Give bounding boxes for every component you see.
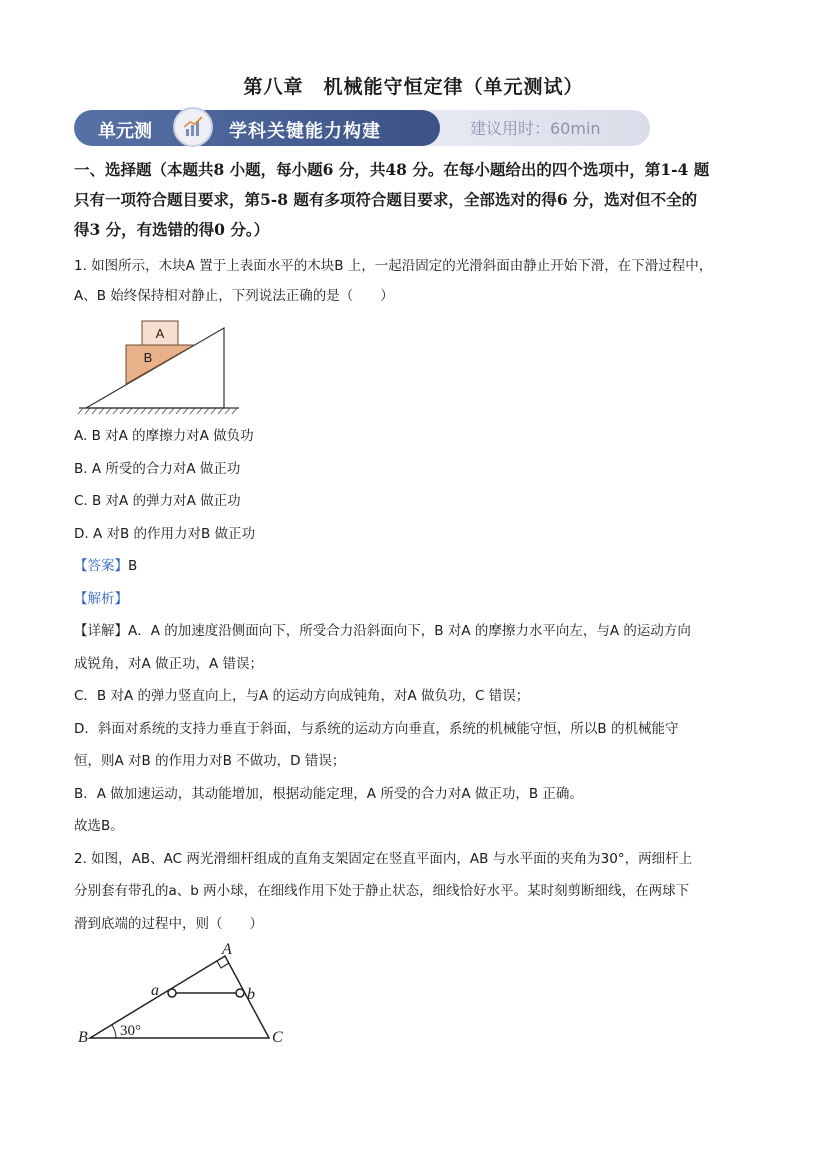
q2-stem-line-1: 2. 如图，AB、AC 两光滑细杆组成的直角支架固定在竖直平面内，AB 与水平面的夹角为30°，两细杆上: [74, 851, 693, 867]
chart-icon: [173, 107, 213, 147]
vertex-b-label: B: [78, 1029, 88, 1046]
q1-detail-line-3: C．B 对A 的弹力竖直向上，与A 的运动方向成钝角，对A 做负功，C 错误；: [74, 688, 530, 704]
vertex-c-label: C: [272, 1029, 283, 1046]
q1-stem-line-2: A、B 始终保持相对静止，下列说法正确的是（ ）: [74, 288, 394, 304]
analysis-tag: 【解析】: [74, 591, 128, 607]
ball-b: [236, 989, 244, 997]
q1-stem-line-1: 1. 如图所示，木块A 置于上表面水平的木块B 上，一起沿固定的光滑斜面由静止开始下滑，在下滑过程中，: [74, 258, 713, 274]
q1-option-b: B. A 所受的合力对A 做正功: [74, 461, 241, 477]
angle-arc: [112, 1025, 116, 1038]
chart-icon-svg: [175, 109, 211, 145]
q2-figure-triangle: [74, 942, 294, 1052]
q1-detail-line-2: 成锐角，对A 做正功，A 错误；: [74, 656, 264, 672]
vertex-a-label: A: [222, 942, 232, 958]
section-heading-line-2: 只有一项符合题目要求，第5-8 题有多项符合题目要求，全部选对的得6 分，选对但不全的: [74, 190, 698, 209]
label-b: B: [143, 350, 153, 365]
q1-figure-incline: [74, 318, 244, 418]
q1-detail-line-7: 故选B。: [74, 818, 124, 834]
q2-stem-line-2: 分别套有带孔的a、b 两小球，在细线作用下处于静止状态，细线恰好水平。某时刻剪断细线，在两球下: [74, 883, 690, 899]
q1-option-d: D. A 对B 的作用力对B 做正功: [74, 526, 256, 542]
q1-option-a: A. B 对A 的摩擦力对A 做负功: [74, 428, 254, 444]
ball-a-label: a: [151, 982, 159, 999]
unit-test-banner: [74, 107, 650, 151]
banner-suggested-time: 建议用时：60min: [470, 119, 601, 138]
q1-option-c: C. B 对A 的弹力对A 做正功: [74, 493, 241, 509]
q1-detail-line-6: B．A 做加速运动，其动能增加，根据动能定理，A 所受的合力对A 做正功，B 正确。: [74, 786, 583, 802]
banner-label-unit-test: 单元测: [98, 121, 152, 142]
ball-a: [168, 989, 176, 997]
block-b: [126, 345, 194, 384]
answer-value: B: [128, 558, 138, 574]
label-a: A: [155, 326, 165, 341]
detail-tag: 【详解】: [74, 623, 128, 639]
q1-detail-line-1: [74, 615, 758, 647]
q1-answer-line: [74, 550, 758, 582]
page-title: 第八章 机械能守恒定律（单元测试）: [243, 76, 584, 98]
q2-stem-line-3: 滑到底端的过程中，则（ ）: [74, 916, 263, 932]
angle-label: 30°: [120, 1023, 141, 1039]
detail-text-1: A．A 的加速度沿侧面向下，所受合力沿斜面向下，B 对A 的摩擦力水平向左，与A 的运动方向: [128, 623, 691, 639]
section-heading-line-3: 得3 分，有选错的得0 分。）: [74, 220, 270, 239]
q1-detail-line-5: 恒，则A 对B 的作用力对B 不做功，D 错误；: [74, 753, 346, 769]
right-angle-mark: [217, 961, 229, 968]
section-heading-line-1: 一、选择题（本题共8 小题，每小题6 分，共48 分。在每小题给出的四个选项中，第1-4 题: [74, 160, 710, 179]
answer-tag: 【答案】: [74, 558, 128, 574]
q1-detail-line-4: D．斜面对系统的支持力垂直于斜面，与系统的运动方向垂直，系统的机械能守恒，所以B 的机械能守: [74, 721, 679, 737]
banner-label-ability: 学科关键能力构建: [229, 121, 381, 142]
ball-b-label: b: [247, 986, 255, 1003]
